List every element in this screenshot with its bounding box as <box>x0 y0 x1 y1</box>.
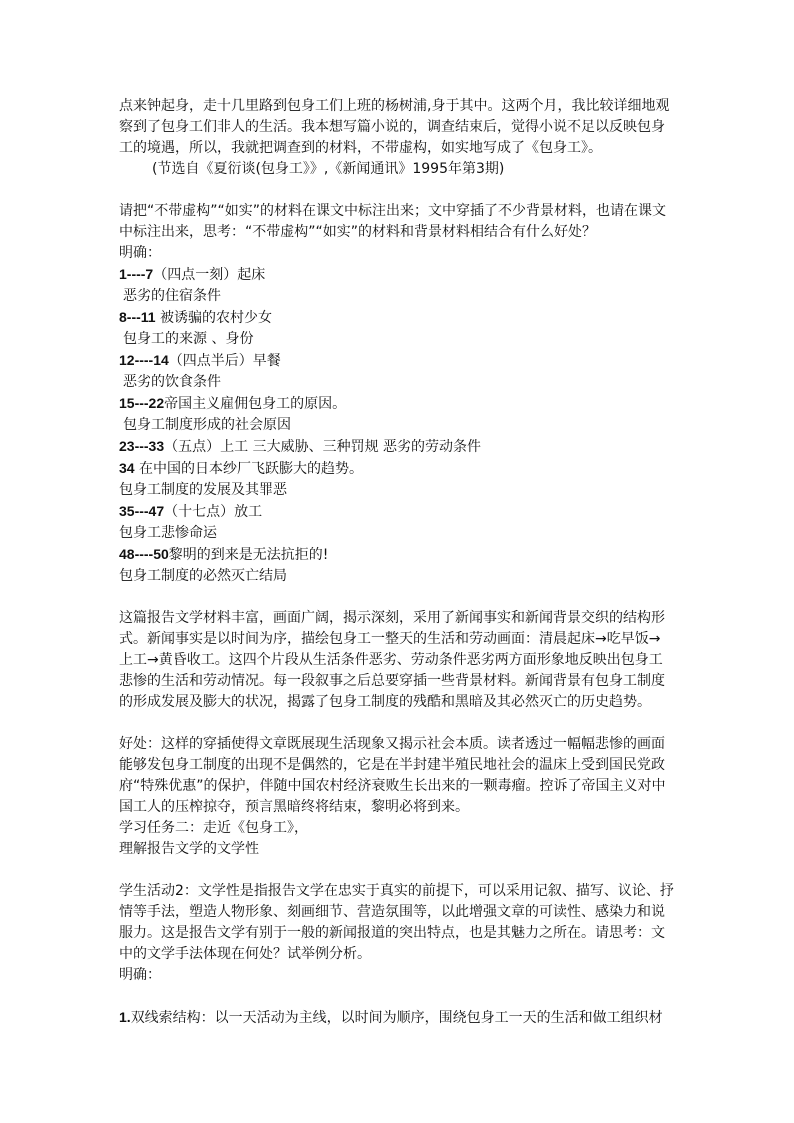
question-line: 中标注出来，思考：“不带虚构”“如实”的材料和背景材料相结合有什么好处？ <box>119 224 597 240</box>
outline-item <box>119 544 685 566</box>
outline-note: 包身工制度形成的社会原因 <box>123 417 291 433</box>
benefit-line: 府“特殊优惠”的保护，伴随中国农村经济衰败生长出来的一颗毒瘤。控诉了帝国主义对中 <box>119 778 666 794</box>
outline-number: 8---11 <box>119 309 156 325</box>
outline-text: 帝国主义雇佣包身工的原因。 <box>164 396 347 412</box>
outline-item <box>119 393 685 415</box>
outline-item <box>119 307 685 329</box>
intro-line: 察到了包身工们非人的生活。我本想写篇小说的，调查结束后，觉得小说不足以反映包身 <box>119 119 665 135</box>
spacer <box>119 986 685 1007</box>
question-line: 请把“不带虚构”“如实”的材料在课文中标注出来；文中穿插了不少背景材料，也请在课文 <box>119 203 667 219</box>
outline-note: 包身工的来源 、身份 <box>123 331 254 347</box>
outline-note: 包身工制度的发展及其罪恶 <box>119 482 287 498</box>
outline-number: 1----7 <box>119 266 154 282</box>
outline-item <box>119 458 685 480</box>
activity-line: 情等手法，塑造人物形象、刻画细节、营造氛围等，以此增强文章的可读性、感染力和说 <box>119 904 665 920</box>
spacer <box>119 587 685 608</box>
activity-label: 学生活动2 <box>119 883 184 899</box>
activity-line: 服力。这是报告文学有别于一般的新闻报道的突出特点，也是其魅力之所在。请思考：文 <box>119 925 665 941</box>
outline-text: （四点半后）早餐 <box>168 353 281 369</box>
source-citation: (节选自《夏衍谈(包身工》》,《新闻通讯》1995年第3期) <box>152 161 505 177</box>
activity-line: 中的文学手法体现在何处？试举例分析。 <box>119 946 371 962</box>
outline-note: 恶劣的住宿条件 <box>123 288 221 304</box>
point-text: 双线索结构：以一天活动为主线，以时间为顺序，围绕包身工一天的生活和做工组织材 <box>130 1010 663 1026</box>
activity-line <box>119 881 685 902</box>
document-page <box>119 96 685 1029</box>
intro-line: 点来钟起身，走十几里路到包身工们上班的杨树浦,身于其中。这两个月，我比较详细地观 <box>119 98 670 114</box>
summary-line: 的形成发展及膨大的状况，揭露了包身工制度的残酷和黑暗及其必然灭亡的历史趋势。 <box>119 694 651 710</box>
point-line <box>119 1007 685 1029</box>
outline-text: 黎明的到来是无法抗拒的! <box>168 547 329 563</box>
answer-label: 明确： <box>119 967 161 983</box>
outline-number: 12----14 <box>119 352 169 368</box>
outline-text: （四点一刻）起床 <box>153 267 266 283</box>
outline-number: 34 <box>119 460 135 476</box>
spacer <box>119 180 685 201</box>
activity-text: ：文学性是指报告文学在忠实于真实的前提下，可以采用记叙、描写、议论、抒 <box>183 883 674 899</box>
outline-number: 15---22 <box>119 395 165 411</box>
intro-line: 工的境遇，所以，我就把调查到的材料，不带虚构，如实地写成了《包身工》。 <box>119 140 602 156</box>
summary-line: 式。新闻事实是以时间为序，描绘包身工一整天的生活和劳动画面：清晨起床→吃早饭→ <box>119 631 661 647</box>
outline-text: 被诱骗的农村少女 <box>155 310 273 326</box>
task-title: 学习任务二：走近《包身工》， <box>119 820 308 836</box>
outline-item <box>119 350 685 372</box>
point-number: 1. <box>119 1009 131 1025</box>
benefit-line: 能够发包身工制度的出现不是偶然的，它是在半封建半殖民地社会的温床上受到国民党政 <box>119 757 665 773</box>
outline-text: （十七点）放工 <box>164 504 263 520</box>
outline-note: 包身工制度的必然灭亡结局 <box>119 568 287 584</box>
outline-number: 48----50 <box>119 546 169 562</box>
outline-number: 23---33 <box>119 438 165 454</box>
summary-line: 上工→黄昏收工。这四个片段从生活条件恶劣、劳动条件恶劣两方面形象地反映出包身工 <box>119 652 663 668</box>
task-subtitle: 理解报告文学的文学性 <box>119 841 259 857</box>
answer-label: 明确： <box>119 245 161 261</box>
outline-number: 35---47 <box>119 503 165 519</box>
summary-line: 这篇报告文学材料丰富，画面广阔，揭示深刻，采用了新闻事实和新闻背景交织的结构形 <box>119 610 665 626</box>
outline-text: 在中国的日本纱厂飞跃膨大的趋势。 <box>134 461 364 477</box>
benefit-line: 好处：这样的穿插使得文章既展现生活现象又揭示社会本质。读者透过一幅幅悲惨的画面 <box>119 736 665 752</box>
outline-text: （五点）上工 三大威胁、三种罚规 恶劣的劳动条件 <box>164 439 482 455</box>
outline-note: 包身工悲惨命运 <box>119 525 217 541</box>
outline-note: 恶劣的饮食条件 <box>123 374 221 390</box>
outline-item <box>119 436 685 458</box>
summary-line: 悲惨的生活和劳动情况。每一段叙事之后总要穿插一些背景材料。新闻背景有包身工制度 <box>119 673 665 689</box>
spacer <box>119 860 685 881</box>
outline-item <box>119 264 685 286</box>
spacer <box>119 713 685 734</box>
outline-item <box>119 501 685 523</box>
benefit-line: 国工人的压榨掠夺，预言黑暗终将结束，黎明必将到来。 <box>119 799 469 815</box>
